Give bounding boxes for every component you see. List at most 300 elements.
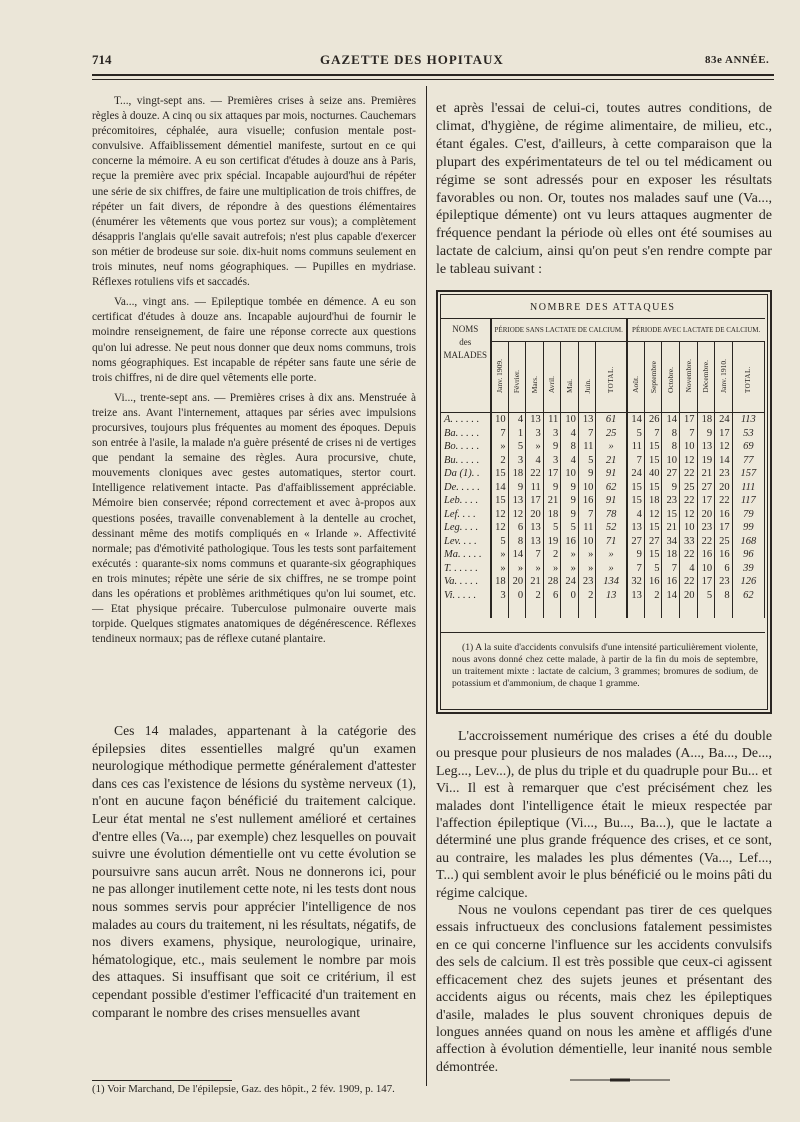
count-with-cell: 34 [662, 535, 680, 549]
count-without-cell: 13 [508, 494, 526, 508]
count-with-cell: 4 [679, 562, 697, 576]
count-with-cell: 22 [697, 535, 715, 549]
count-with-cell: 15 [644, 454, 662, 468]
count-with-cell: 16 [662, 575, 680, 589]
count-without-cell: 2 [526, 589, 544, 603]
filler-cell [578, 602, 596, 618]
gap-cell [491, 398, 509, 413]
count-without-cell: 22 [526, 467, 544, 481]
count-with-cell: 10 [679, 440, 697, 454]
count-without-cell: » [561, 562, 579, 576]
total-with-cell: 99 [732, 521, 764, 535]
count-without-cell: 1 [508, 427, 526, 441]
end-ornament [570, 1078, 670, 1082]
filler-cell [732, 602, 764, 618]
total-with-cell: 77 [732, 454, 764, 468]
count-with-cell: 14 [662, 589, 680, 603]
count-without-cell: 7 [526, 548, 544, 562]
total-without-cell: » [596, 440, 627, 454]
count-with-cell: 5 [644, 562, 662, 576]
count-without-cell: 11 [578, 521, 596, 535]
count-with-cell: 24 [627, 467, 645, 481]
count-without-cell: 0 [561, 589, 579, 603]
count-with-cell: 9 [697, 427, 715, 441]
period-with-header: PÉRIODE AVEC LACTATE DE CALCIUM. [632, 325, 761, 334]
count-without-cell: 16 [561, 535, 579, 549]
count-with-cell: 11 [627, 440, 645, 454]
count-without-cell: 18 [508, 467, 526, 481]
count-without-cell: 13 [526, 521, 544, 535]
count-without-cell: 5 [578, 454, 596, 468]
count-with-cell: 20 [715, 481, 733, 495]
total-without-cell: 13 [596, 589, 627, 603]
count-with-cell: 25 [679, 481, 697, 495]
conclusion-paragraph: Nous ne voulons cependant pas tirer de ces quelques essais infructueux des conclusions fatalement pessimistes en ce qui concerne l'influence sur les accidents convulsifs des sels de calcium. Il est très possible que ceux-ci agissent efficacement chez des sujets jeunes et présentant des accidents aigus ou récents, mais chez les épileptiques d'asile, malades le plus souvent chroniques depuis de longues années quand on nous les amène et affligés d'une affection à évolution démentielle, leur inanité nous semble démontrée. [436, 903, 772, 1075]
count-without-cell: 9 [561, 481, 579, 495]
month-label: Janv. 1909. [495, 359, 505, 393]
gap-cell [543, 398, 561, 413]
gap-cell [508, 398, 526, 413]
count-with-cell: 8 [662, 427, 680, 441]
month-label: Décembre. [701, 360, 711, 393]
filler-cell [561, 602, 579, 618]
patient-name-cell: Lef. . . . [441, 508, 491, 522]
count-with-cell: 17 [697, 575, 715, 589]
month-label: Avril. [547, 375, 557, 393]
filler-cell [526, 602, 544, 618]
month-label: TOTAL. [607, 365, 616, 393]
count-without-cell: 21 [526, 575, 544, 589]
count-with-cell: 17 [679, 413, 697, 427]
left-column-discussion [92, 722, 416, 1021]
count-without-cell: » [526, 440, 544, 454]
count-without-cell: 2 [578, 589, 596, 603]
month-header [697, 342, 715, 399]
count-without-cell: 7 [578, 508, 596, 522]
attacks-table-frame [436, 290, 772, 714]
count-without-cell: 15 [491, 467, 509, 481]
count-without-cell: 3 [543, 427, 561, 441]
total-with-cell: 79 [732, 508, 764, 522]
month-header [543, 342, 561, 399]
filler-cell [679, 602, 697, 618]
count-without-cell: 14 [491, 481, 509, 495]
count-without-cell: 5 [561, 521, 579, 535]
count-with-cell: 7 [627, 562, 645, 576]
count-with-cell: 16 [697, 548, 715, 562]
count-without-cell: 11 [578, 440, 596, 454]
table-row [441, 427, 765, 441]
filler-cell [508, 602, 526, 618]
count-without-cell: 4 [526, 454, 544, 468]
count-without-cell: 9 [561, 508, 579, 522]
count-without-cell: 19 [543, 535, 561, 549]
filler-cell [644, 602, 662, 618]
count-without-cell: 13 [526, 535, 544, 549]
filler-cell [715, 602, 733, 618]
count-without-cell: » [491, 440, 509, 454]
page-number: 714 [92, 52, 112, 67]
count-with-cell: 10 [662, 454, 680, 468]
count-with-cell: 27 [662, 467, 680, 481]
total-with-cell: 69 [732, 440, 764, 454]
gap-cell [526, 398, 544, 413]
count-without-cell: » [491, 562, 509, 576]
month-label: Février. [512, 369, 522, 393]
month-header [662, 342, 680, 399]
count-with-cell: 22 [679, 494, 697, 508]
count-without-cell: 12 [491, 521, 509, 535]
table-row [441, 440, 765, 454]
count-without-cell: 17 [543, 467, 561, 481]
patient-name-cell: Va. . . . . [441, 575, 491, 589]
count-without-cell: 18 [543, 508, 561, 522]
left-column-case-reports [92, 94, 416, 652]
count-without-cell: 9 [543, 481, 561, 495]
count-with-cell: 16 [715, 508, 733, 522]
total-without-cell: 61 [596, 413, 627, 427]
count-without-cell: » [491, 548, 509, 562]
month-header [627, 342, 645, 399]
month-header [578, 342, 596, 399]
count-with-cell: 2 [644, 589, 662, 603]
journal-title: GAZETTE DES HOPITAUX [320, 52, 504, 67]
filler-cell [627, 602, 645, 618]
count-without-cell: 7 [578, 427, 596, 441]
patient-name-cell: Bo. . . . . [441, 440, 491, 454]
count-with-cell: 22 [679, 548, 697, 562]
total-without-cell: 134 [596, 575, 627, 589]
count-without-cell: 4 [561, 427, 579, 441]
count-with-cell: 9 [662, 481, 680, 495]
count-with-cell: 13 [627, 589, 645, 603]
intro-paragraph: et après l'essai de celui-ci, toutes autres conditions, de climat, d'hygiène, de régime alimentaire, de milieu, etc., étant égales. C'est, d'ailleurs, à cette comparaison que la plupart des expérimentateurs de tel ou tel médicament ou régime se sont adressés pour en exposer les résultats favorables ou non. Or, toutes nos malades sauf une (Va..., épileptique démente) ont vu leurs attaques augmenter de fréquence pendant la période où elles ont été soumises au lactate de calcium, ainsi qu'on peut s'en rendre compte par le tableau suivant : [436, 100, 772, 278]
count-with-cell: 8 [715, 589, 733, 603]
count-without-cell: » [543, 562, 561, 576]
count-without-cell: 13 [578, 413, 596, 427]
count-with-cell: 16 [715, 548, 733, 562]
total-with-cell: 113 [732, 413, 764, 427]
count-with-cell: 15 [644, 548, 662, 562]
table-filler-row [441, 602, 765, 618]
count-without-cell: 18 [491, 575, 509, 589]
month-header [715, 342, 733, 399]
count-with-cell: 5 [627, 427, 645, 441]
patient-name-cell: Bu. . . . . [441, 454, 491, 468]
patient-name-cell: De. . . . . [441, 481, 491, 495]
month-label: Août. [631, 376, 641, 393]
filler-cell [441, 602, 491, 618]
count-without-cell: 13 [526, 413, 544, 427]
count-without-cell: 10 [561, 413, 579, 427]
count-without-cell: 8 [561, 440, 579, 454]
count-with-cell: 33 [679, 535, 697, 549]
month-header [732, 342, 764, 399]
count-without-cell: 2 [491, 454, 509, 468]
count-with-cell: 7 [627, 454, 645, 468]
filler-cell [697, 602, 715, 618]
table-note: (1) A la suite d'accidents convulsifs d'une intensité particulièrement violente, nous avons donné chez cette malade, à partir de la fin du mois de septembre, un traitement mixte : lactate de calcium, 3 grammes; bromures de sodium, de potassium et d'ammonium, de chaque 1 gramme. [452, 642, 758, 689]
names-column-header [441, 319, 491, 399]
count-with-cell: 21 [697, 467, 715, 481]
month-header [491, 342, 509, 399]
right-column-conclusion [436, 728, 772, 1076]
count-without-cell: 8 [508, 535, 526, 549]
count-without-cell: 20 [526, 508, 544, 522]
patient-name-cell: Da (1). . [441, 467, 491, 481]
count-without-cell: 28 [543, 575, 561, 589]
column-separator [426, 86, 427, 1086]
patient-name-cell: Ba. . . . . [441, 427, 491, 441]
count-with-cell: 23 [715, 575, 733, 589]
count-with-cell: 15 [644, 481, 662, 495]
count-with-cell: 15 [644, 521, 662, 535]
count-with-cell: 23 [662, 494, 680, 508]
count-without-cell: 12 [491, 508, 509, 522]
count-with-cell: 9 [627, 548, 645, 562]
patient-name-cell: Leb. . . . [441, 494, 491, 508]
patient-name-cell: A. . . . . . [441, 413, 491, 427]
table-row [441, 535, 765, 549]
gap-cell [662, 398, 680, 413]
month-header [561, 342, 579, 399]
count-with-cell: 18 [662, 548, 680, 562]
names-header-line: MALADES [443, 350, 488, 360]
count-without-cell: 10 [578, 481, 596, 495]
count-with-cell: 13 [697, 440, 715, 454]
gap-cell [679, 398, 697, 413]
count-with-cell: 5 [697, 589, 715, 603]
table-row [441, 494, 765, 508]
journal-year: 83e ANNÉE. [705, 54, 770, 66]
count-without-cell: 10 [578, 535, 596, 549]
total-without-cell: 52 [596, 521, 627, 535]
total-with-cell: 53 [732, 427, 764, 441]
count-with-cell: 16 [644, 575, 662, 589]
total-without-cell: » [596, 562, 627, 576]
names-header-line: NOMS [452, 324, 479, 334]
count-with-cell: 8 [662, 440, 680, 454]
total-without-cell: 78 [596, 508, 627, 522]
total-without-cell: 25 [596, 427, 627, 441]
count-with-cell: 12 [679, 508, 697, 522]
count-without-cell: 3 [491, 589, 509, 603]
count-without-cell: 3 [508, 454, 526, 468]
count-with-cell: 17 [697, 494, 715, 508]
count-with-cell: 18 [697, 413, 715, 427]
total-with-cell: 126 [732, 575, 764, 589]
count-with-cell: 22 [679, 575, 697, 589]
table-row [441, 481, 765, 495]
month-label: TOTAL. [744, 365, 753, 393]
count-with-cell: 22 [715, 494, 733, 508]
count-with-cell: 17 [715, 427, 733, 441]
table-body [441, 413, 765, 619]
total-with-cell: 111 [732, 481, 764, 495]
count-with-cell: 14 [627, 413, 645, 427]
total-without-cell: 91 [596, 467, 627, 481]
table-row [441, 508, 765, 522]
count-without-cell: 7 [491, 427, 509, 441]
count-with-cell: 40 [644, 467, 662, 481]
count-with-cell: 19 [697, 454, 715, 468]
count-without-cell: 9 [578, 467, 596, 481]
count-with-cell: 24 [715, 413, 733, 427]
count-with-cell: 13 [627, 521, 645, 535]
count-with-cell: 27 [644, 535, 662, 549]
month-label: Mai. [565, 379, 575, 393]
names-header-line: des [459, 337, 472, 347]
table-note-rule [441, 632, 765, 633]
table-row [441, 575, 765, 589]
total-without-cell: 21 [596, 454, 627, 468]
count-without-cell: 4 [508, 413, 526, 427]
count-without-cell: 4 [561, 454, 579, 468]
count-with-cell: 15 [627, 494, 645, 508]
gap-cell [715, 398, 733, 413]
month-header [644, 342, 662, 399]
patient-name-cell: Vi. . . . . [441, 589, 491, 603]
count-without-cell: 5 [543, 521, 561, 535]
gap-cell [732, 398, 764, 413]
total-with-cell: 96 [732, 548, 764, 562]
count-with-cell: 20 [679, 589, 697, 603]
month-label: Septembre [648, 360, 658, 393]
month-header [679, 342, 697, 399]
month-label: Novembre. [683, 359, 693, 393]
count-without-cell: » [508, 562, 526, 576]
attacks-table [441, 296, 765, 618]
count-with-cell: 7 [679, 427, 697, 441]
count-with-cell: 26 [644, 413, 662, 427]
count-without-cell: 9 [508, 481, 526, 495]
count-with-cell: 20 [697, 508, 715, 522]
table-row [441, 413, 765, 427]
table-row [441, 562, 765, 576]
count-with-cell: 27 [697, 481, 715, 495]
total-with-cell: 62 [732, 589, 764, 603]
filler-cell [596, 602, 627, 618]
total-without-cell: 91 [596, 494, 627, 508]
count-without-cell: 11 [543, 413, 561, 427]
footnote: (1) Voir Marchand, De l'épilepsie, Gaz. des hôpit., 2 fév. 1909, p. 147. [92, 1083, 395, 1095]
gap-cell [596, 398, 627, 413]
count-with-cell: 14 [662, 413, 680, 427]
count-with-cell: 25 [715, 535, 733, 549]
count-with-cell: 10 [697, 562, 715, 576]
header-rule-thick [92, 74, 774, 76]
count-without-cell: » [578, 548, 596, 562]
filler-cell [662, 602, 680, 618]
count-with-cell: 7 [662, 562, 680, 576]
count-without-cell: 10 [561, 467, 579, 481]
total-without-cell: 71 [596, 535, 627, 549]
count-with-cell: 23 [715, 467, 733, 481]
count-with-cell: 10 [679, 521, 697, 535]
count-without-cell: 0 [508, 589, 526, 603]
count-without-cell: 9 [561, 494, 579, 508]
count-without-cell: 3 [526, 427, 544, 441]
conclusion-paragraph: L'accroissement numérique des crises a été du double ou presque pour plusieurs de nos malades (A..., Ba..., De..., Leg..., Lev...), de plus du triple et du quadruple pour Bu... et Vi... Il est à remarquer que c'est précisément chez les malades dont l'intelligence était le mieux respectée par l'affection épileptique (Vi..., Bu..., Ba...), que le lactate a déterminé une plus grande fréquence des crises, et ce sont, au contraire, les malades les plus démentes (Va..., Lef..., T...) qui semblent avoir le plus bénéficié ou le moins pâti du régime calcique. [436, 729, 772, 901]
table-title: NOMBRE DES ATTAQUES [441, 296, 765, 319]
gap-cell [697, 398, 715, 413]
count-without-cell: 23 [578, 575, 596, 589]
month-label: Janv. 1910. [718, 359, 728, 393]
gap-cell [578, 398, 596, 413]
count-without-cell: 12 [508, 508, 526, 522]
count-with-cell: 23 [697, 521, 715, 535]
case-paragraph: Va..., vingt ans. — Epileptique tombée en démence. A eu son certificat d'études à douze ans. Incapable aujourd'hui de fournir le moindre renseignement, de faire une réponse correcte aux questions qu'on lui adresse. Ne peut nous donner que deux noms communs, trois noms géographiques. Est incapable de répéter sans faute une série de trois chiffres, ni de dire quel vêtements elle porte. [92, 296, 416, 384]
count-without-cell: » [578, 562, 596, 576]
filler-cell [491, 602, 509, 618]
count-with-cell: 15 [644, 440, 662, 454]
month-header [508, 342, 526, 399]
count-with-cell: 21 [662, 521, 680, 535]
total-with-cell: 117 [732, 494, 764, 508]
filler-cell [543, 602, 561, 618]
count-without-cell: 6 [508, 521, 526, 535]
count-with-cell: 32 [627, 575, 645, 589]
total-with-cell: 168 [732, 535, 764, 549]
count-with-cell: 12 [644, 508, 662, 522]
count-without-cell: 14 [508, 548, 526, 562]
count-without-cell: 9 [543, 440, 561, 454]
table-row [441, 548, 765, 562]
count-without-cell: 5 [491, 535, 509, 549]
gap-cell [441, 398, 491, 413]
count-without-cell: 6 [543, 589, 561, 603]
gap-cell [627, 398, 645, 413]
count-with-cell: 15 [627, 481, 645, 495]
month-label: Mars. [529, 375, 539, 393]
month-label: Juin. [582, 378, 592, 393]
count-with-cell: 12 [679, 454, 697, 468]
count-with-cell: 17 [715, 521, 733, 535]
count-without-cell: 24 [561, 575, 579, 589]
month-header [526, 342, 544, 399]
gap-cell [561, 398, 579, 413]
count-with-cell: 15 [662, 508, 680, 522]
count-without-cell: 10 [491, 413, 509, 427]
header-rule-thin [92, 79, 774, 80]
count-without-cell: 11 [526, 481, 544, 495]
patient-name-cell: Ma. . . . . [441, 548, 491, 562]
right-column-intro [436, 100, 772, 279]
gap-cell [644, 398, 662, 413]
count-without-cell: 5 [508, 440, 526, 454]
total-with-cell: 39 [732, 562, 764, 576]
month-header [596, 342, 627, 399]
table-row [441, 521, 765, 535]
count-with-cell: 27 [627, 535, 645, 549]
patient-name-cell: T. . . . . . [441, 562, 491, 576]
count-without-cell: 15 [491, 494, 509, 508]
count-with-cell: 6 [715, 562, 733, 576]
count-without-cell: 20 [508, 575, 526, 589]
case-paragraph: T..., vingt-sept ans. — Premières crises à seize ans. Premières règles à douze. A cinq ou six attaques par mois, nocturnes. Cauchemars précomitoires, céphalée, aura visuelle; confusion mentale post-convulsive. Affaiblissement démentiel manifeste, surtout en ce qui concerne la mémoire. A eu son certificat d'études à douze ans à Paris, reçue la première avec prix spécial. Incapable aujourd'hui de répéter une série de six chiffres, de faire une multiplication de trois chiffres, de répéter un fait divers, de répondre à des questions élémentaires (énumérer les vêtements que vous portez sur vous); a complètement désappris l'anglais qu'elle savait autrefois; n'est plus capable d'exercer son métier de brodeuse sur soie. dix-huit noms communs seulement en trois minutes, neuf noms géographiques. — Pupilles en mydriase. Réflexes rotuliens vifs et saccadés. [92, 95, 416, 289]
count-with-cell: 18 [644, 494, 662, 508]
count-without-cell: 2 [543, 548, 561, 562]
total-with-cell: 157 [732, 467, 764, 481]
table-gap-row [441, 398, 765, 413]
table-row [441, 454, 765, 468]
table-row [441, 467, 765, 481]
count-without-cell: 3 [543, 454, 561, 468]
period-without-header: PÉRIODE SANS LACTATE DE CALCIUM. [491, 319, 627, 342]
footnote-rule [92, 1080, 232, 1081]
discussion-paragraph: Ces 14 malades, appartenant à la catégorie des épilepsies dites essentielles malgré qu'un examen neurologique méthodique permette généralement d'attester dans ces cas l'existence de lésions du système nerveux (1), n'ont en aucune façon bénéficié du traitement calcique. Leur état mental ne s'est nullement amélioré et certaines d'entre elles (Va..., par exemple) chez lesquelles on pouvait suivre une évolution démentielle ont vu cette évolution se poursuivre sans aucun arrêt. Nous ne donnerons ici, pour ne pas allonger inutilement cette note, ni les tests dont nous nous sommes servis pour apprécier l'intelligence de nos malades au cours du traitement, ni les résultats, négatifs, de nos divers examens, physique, neurologique, urinaire, hématologique, etc., mais seulement le nombre par mois des attaques. Si insuffisant que soit ce critérium, il est cependant possible d'estimer l'efficacité d'un traitement en comparant le nombre des crises mensuelles avant [92, 723, 416, 1020]
count-without-cell: » [526, 562, 544, 576]
